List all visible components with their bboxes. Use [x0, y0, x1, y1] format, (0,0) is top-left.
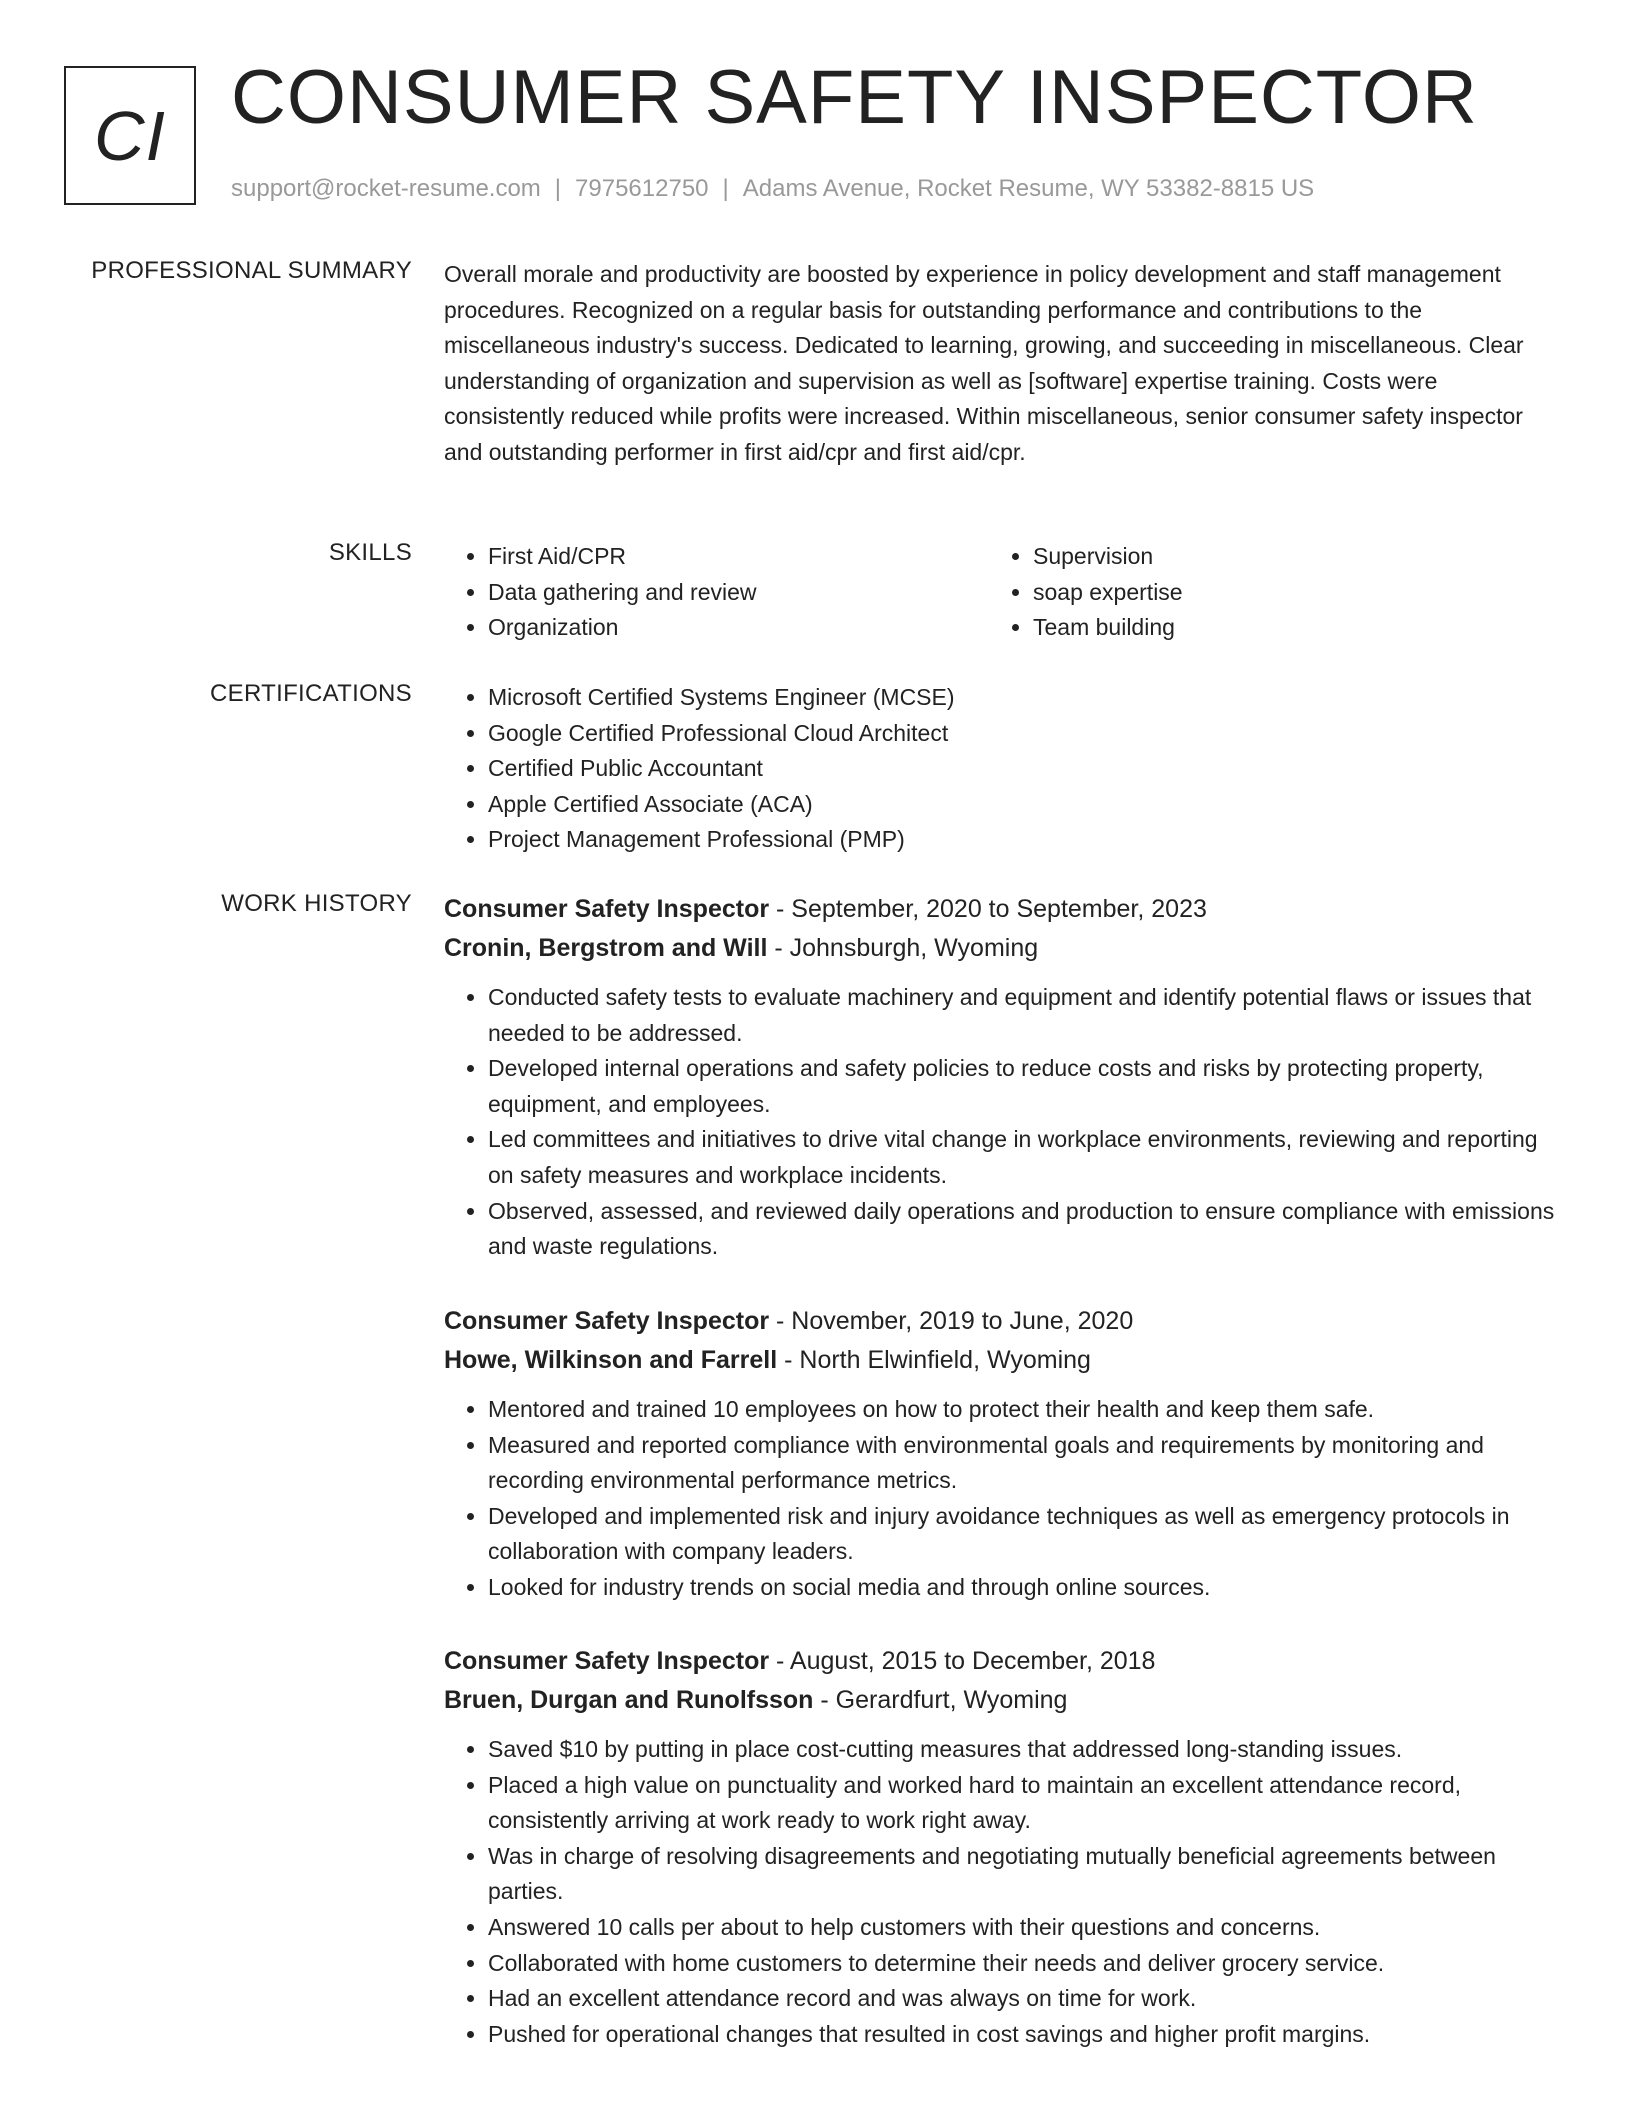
job-bullet: • Observed, assessed, and reviewed daily operations and production to ensure compliance with emissions and waste regulations.	[488, 1194, 1560, 1265]
job-bullet: • Looked for industry trends on social media and through online sources.	[488, 1570, 1560, 1606]
contact-email: support@rocket-resume.com	[231, 175, 541, 202]
section-label-summary: PROFESSIONAL SUMMARY	[91, 257, 412, 284]
job-bullets	[444, 1392, 1560, 1606]
certification-item: • Google Certified Professional Cloud Architect	[488, 716, 1560, 752]
contact-address: Adams Avenue, Rocket Resume, WY 53382-8815 US	[742, 175, 1315, 202]
section-label-certifications: CERTIFICATIONS	[210, 680, 412, 707]
job-bullet: • Led committees and initiatives to drive vital change in workplace environments, reviewing and reporting on safety measures and workplace incidents.	[488, 1122, 1560, 1193]
job-bullet: • Developed internal operations and safety policies to reduce costs and risks by protecting property, equipment, and employees.	[488, 1051, 1560, 1122]
job-bullet: • Saved $10 by putting in place cost-cutting measures that addressed long-standing issues.	[488, 1732, 1560, 1768]
skill-item: • Data gathering and review	[488, 575, 989, 611]
job-bullet: • Was in charge of resolving disagreements and negotiating mutually beneficial agreements between parties.	[488, 1839, 1560, 1910]
job-dates: - November, 2019 to June, 2020	[769, 1307, 1134, 1335]
skills-list-right	[989, 539, 1534, 646]
skills-grid	[444, 539, 1560, 646]
skill-item: • Supervision	[1033, 539, 1534, 575]
job-location: - Johnsburgh, Wyoming	[767, 934, 1039, 962]
certifications-body	[444, 680, 1560, 858]
certifications-list	[444, 680, 1560, 858]
job-bullet: • Had an excellent attendance record and was always on time for work.	[488, 1981, 1560, 2017]
job-location: - Gerardfurt, Wyoming	[813, 1686, 1068, 1714]
skills-body	[444, 539, 1560, 646]
job-location: - North Elwinfield, Wyoming	[777, 1346, 1091, 1374]
job-company-line	[444, 929, 1560, 968]
certification-item: • Microsoft Certified Systems Engineer (MCSE)	[488, 680, 1560, 716]
skill-item: • Organization	[488, 610, 989, 646]
job-bullet: • Conducted safety tests to evaluate machinery and equipment and identify potential flaws or issues that needed to be addressed.	[488, 980, 1560, 1051]
section-label-work-history: WORK HISTORY	[221, 890, 412, 917]
certification-item: • Apple Certified Associate (ACA)	[488, 787, 1560, 823]
contact-separator: |	[554, 175, 562, 202]
contact-line	[231, 175, 1314, 203]
job-title-line	[444, 1302, 1560, 1341]
job-bullet: • Developed and implemented risk and injury avoidance techniques as well as emergency protocols in collaboration with company leaders.	[488, 1499, 1560, 1570]
job-dates: - September, 2020 to September, 2023	[769, 895, 1207, 923]
summary-text: Overall morale and productivity are boosted by experience in policy development and staff management procedures. Recognized on a regular basis for outstanding performance and contributions to the miscellaneous industry's success. Dedicated to learning, growing, and succeeding in miscellaneous. Clear understanding of organization and supervision as well as [software] expertise training. Costs were consistently reduced while profits were increased. Within miscellaneous, senior consumer safety inspector and outstanding performer in first aid/cpr and first aid/cpr.	[444, 261, 1524, 465]
job-company: Bruen, Durgan and Runolfsson	[444, 1686, 814, 1714]
job-body	[444, 1302, 1560, 1606]
section-label-skills: SKILLS	[328, 539, 412, 566]
job-bullets	[444, 980, 1560, 1265]
job-title: Consumer Safety Inspector	[444, 1647, 770, 1675]
job-bullet: • Answered 10 calls per about to help customers with their questions and concerns.	[488, 1910, 1560, 1946]
certification-item: • Project Management Professional (PMP)	[488, 822, 1560, 858]
contact-separator: |	[722, 175, 729, 202]
job-dates: - August, 2015 to December, 2018	[769, 1647, 1156, 1675]
job-company: Cronin, Bergstrom and Will	[444, 934, 768, 962]
job-bullet: • Placed a high value on punctuality and worked hard to maintain an excellent attendance record, consistently arriving at work ready to work right away.	[488, 1768, 1560, 1839]
resume-title: CONSUMER SAFETY INSPECTOR	[231, 55, 1478, 140]
job-bullets	[444, 1732, 1560, 2052]
job-bullet: • Measured and reported compliance with environmental goals and requirements by monitoring and recording environmental performance metrics.	[488, 1428, 1560, 1499]
monogram-initials: CI	[94, 96, 166, 175]
certification-item: • Certified Public Accountant	[488, 751, 1560, 787]
job-company-line	[444, 1341, 1560, 1380]
job-title: Consumer Safety Inspector	[444, 1307, 770, 1335]
job-title-line	[444, 890, 1560, 929]
skill-item: • First Aid/CPR	[488, 539, 989, 575]
skill-item: • Team building	[1033, 610, 1534, 646]
job-bullet: • Mentored and trained 10 employees on how to protect their health and keep them safe.	[488, 1392, 1560, 1428]
monogram-badge	[64, 66, 196, 205]
skills-list-left	[444, 539, 989, 646]
job-company-line	[444, 1681, 1560, 1720]
job-body	[444, 890, 1560, 1265]
skill-item: • soap expertise	[1033, 575, 1534, 611]
job-title: Consumer Safety Inspector	[444, 895, 770, 923]
contact-phone: 7975612750	[575, 175, 709, 202]
job-body	[444, 1642, 1560, 2052]
job-company: Howe, Wilkinson and Farrell	[444, 1346, 778, 1374]
job-bullet: • Collaborated with home customers to determine their needs and deliver grocery service.	[488, 1946, 1560, 1982]
job-title-line	[444, 1642, 1560, 1681]
job-bullet: • Pushed for operational changes that resulted in cost savings and higher profit margins.	[488, 2017, 1560, 2053]
